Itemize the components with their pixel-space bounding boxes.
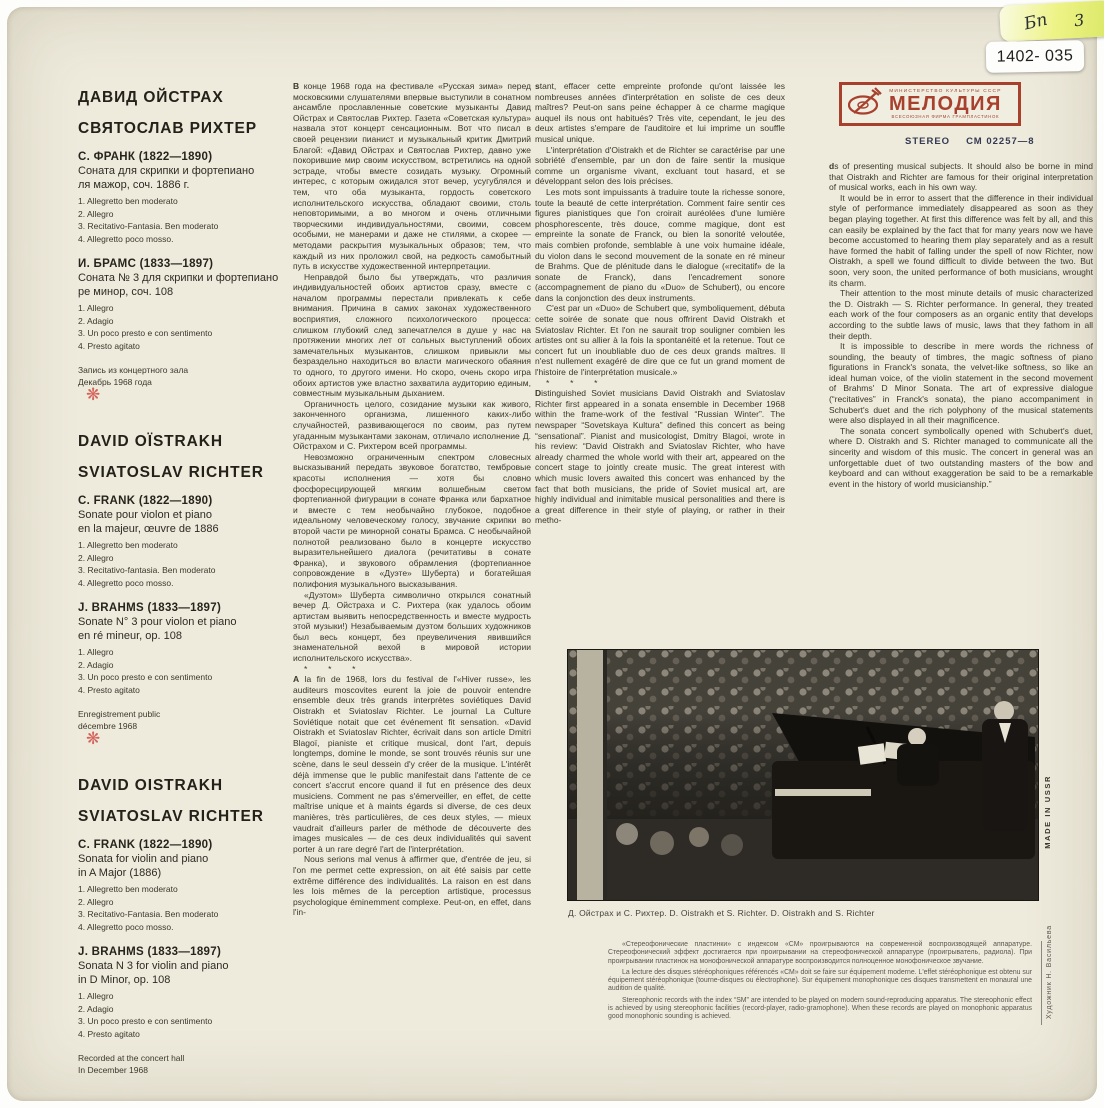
track-list [78, 883, 292, 933]
work-title: Sonate N° 3 pour violon et piano [78, 616, 237, 628]
work-title: in D Minor, op. 108 [78, 973, 171, 986]
stereo-catalog-line [905, 136, 1093, 147]
track-line: 1. Allegretto ben moderato [78, 884, 178, 894]
fine-print-russian: «Стереофонические пластинки» с индексом «СМ» проигрываются на современной воспроизводящей аппаратуре. Стереофонический эффект достигается при проигрывании на стереофонической аппаратуре (проигрыватель, радиола). При проигрывании пластинок на монофонической аппаратуре воспроизводится полноценное монофоническое звучание. [608, 941, 1032, 965]
recording-note-line: décembre 1968 [78, 721, 138, 731]
recording-note-line: Enregistrement public [78, 709, 161, 719]
flower-ornament-icon: ❋ [86, 385, 101, 404]
concert-photo [567, 649, 1039, 901]
track-line: 4. Presto agitato [78, 1028, 140, 1039]
sleeve-artist-credit: Художник Н. Васильева [1046, 925, 1053, 1020]
work-title: ля мажор, соч. 1886 г. [78, 178, 190, 191]
artist-name-1: DAVID OÏSTRAKH [78, 433, 223, 450]
track-line: 2. Adagio [78, 659, 114, 670]
english-article [829, 161, 1093, 489]
composer-heading: J. BRAHMS (1833—1897) [78, 602, 222, 614]
track-line: 2. Adagio [78, 315, 114, 326]
article-paragraph: «Дуэтом» Шуберта символично открылся сонатный вечер Д. Ойстраха и С. Рихтера (как удалось обоим артистам выявить непосредственность и вместе мудрость этой музыки!) Незабываемым дуэтом больших художников был весь концерт, без преувеличения явившийся знаменательной вехой в мировой истории исполнительского искусства». [293, 589, 531, 664]
tracklist-french [78, 433, 292, 732]
asterisk-separator: * * * [304, 663, 365, 674]
article-paragraph: L'interprétation d'Oistrakh et de Richter se caractérise par une sobriété d'ensemble, par un don de faire sentir la musique comme un organisme vivant, excluant tout hasard, et se développant selon des lois précises. [535, 144, 785, 187]
composer-heading: C. FRANK (1822—1890) [78, 495, 213, 507]
composer-heading: C. FRANK (1822—1890) [78, 839, 213, 851]
work-title: en ré mineur, op. 108 [78, 629, 182, 642]
track-list [78, 195, 292, 245]
track-line: 1. Allegretto ben moderato [78, 540, 178, 550]
work-title: en la majeur, œuvre de 1886 [78, 522, 219, 535]
article-paragraph: It would be in error to assert that the difference in their individual style of performance immediately disappeared as soon as they began playing together. At first this difference was felt by all, and this can easily be explained by the fact that for many years now we have become accustomed to hearing them play separately and as a result have formed the habit of falling under the spell of now Richter, now Oistrakh, a spell we found difficult to divide between the two. But soon, very soon, the united performance of both musicians, wrought its charm. [829, 192, 1093, 288]
tracklist-column [78, 89, 292, 1079]
firm-line: ВСЕСОЮЗНАЯ ФИРМА ГРАМПЛАСТИНОК [891, 114, 1000, 119]
composer-heading: С. ФРАНК (1822—1890) [78, 151, 213, 163]
recording-note-line: Recorded at the concert hall [78, 1053, 185, 1063]
track-line: 4. Presto agitato [78, 684, 140, 695]
composer-heading: J. BRAHMS (1833—1897) [78, 946, 222, 958]
track-line: 2. Allegro [78, 896, 114, 907]
work-brahms [78, 258, 292, 352]
track-line: 3. Un poco presto e con sentimento [78, 672, 213, 682]
melodiya-logo [839, 82, 1021, 126]
article-paragraph: Органичность целого, созидание музыки как живого, законченного организма, лишенного каких-либо случайностей, развивающегося по своим, раз путем угаданным музыкантами законам, отличало исполнение Д. Ойстрахом и С. Рихтером всей программы. [293, 398, 531, 452]
track-list [78, 302, 292, 352]
work-title: Sonate pour violon et piano [78, 509, 212, 521]
track-line: 2. Allegro [78, 208, 114, 219]
flower-ornament-icon: ❋ [86, 729, 101, 748]
article-paragraph: Les mots sont impuissants à traduire toute la richesse sonore, toute la beauté de cette interprétation. Comment faire sentir ces figures pianistiques que l'on croirait auréolées d'une lumière phosphorescente, très douce, comme magique, dont est empreinte la sonate de Franck, ou bien la sonorité veloutée, mais combien profonde, semblable à une voix humaine idéale, du violon dans le second mouvement de la sonate en ré mineur de Brahms. Que de plénitude dans le dialogue («recitatif» de la sonate de Franck), dans l'encadrement sonore (accompagnement de piano du «Duo» de Schubert), ou encore dans la conjonction des deux instruments. [535, 186, 785, 303]
brand-name: МЕЛОДИЯ [889, 93, 1002, 115]
work-franck [78, 495, 292, 589]
track-line: 4. Allegretto poco mosso. [78, 233, 174, 244]
article-paragraph: Distinguished Soviet musicians David Oistrakh and Sviatoslav Richter first appeared in a sonata ensemble in December 1968 within the frame-work of the festival “Russian Winter”. The newspaper “Sovetskaya Kultura” defined this concert as being “sensational”. Pianist and musicologist, Dmitry Blagoi, wrote in his review: “David Oistrakh and Sviatoslav Richter, who have already charmed the whole world with their art, appeared on the concert stage to jointly create music. The great interest with which music lovers awaited this concert was enhanced by the fact that both musicians, the pride of Soviet musical art, are highly individual and inimitable musical personalities and there is a great difference in their style of playing, or rather in their metho- [535, 388, 785, 526]
work-brahms [78, 602, 292, 696]
track-line: 3. Un poco presto e con sentimento [78, 328, 213, 338]
fine-print-french: La lecture des disques stéréophoniques référencés «СМ» doit se faire sur équipement moderne. L'effet stéréophonique est obtenu sur équipement stéréophonique (tourne-disques ou électrophone). Sur équipement monophonique ces disques transmettent en monaural une audition de qualité. [608, 968, 1032, 993]
track-line: 3. Recitativo-Fantasia. Ben moderato [78, 221, 219, 231]
work-title: ре минор, соч. 108 [78, 285, 174, 298]
stereo-label: STEREO [905, 136, 951, 147]
tracklist-russian [78, 89, 292, 388]
article-paragraph: A la fin de 1968, lors du festival de l'«Hiver russe», les auditeurs moscovites eurent la joie de pouvoir entendre ensemble deux très grands interprètes soviétiques David Oistrakh et Sviatoslav Richter. Le journal La Culture Soviétique notait que cet événement fit sensation. «David Oistrakh et Sviatoslav Richter, écrivait dans son article Dmitri Blagoï, pianiste et critique musical, dont l'art, depuis longtemps, domine le monde, se sont trouvés réunis sur une scène, dans le seul dessein d'y créer de la musique. L'intérêt déjà immense que le public manifestait dans l'attente de ce concert s'accrut encore quand il fut en présence des deux musiciens. Comment ne pas s'émerveiller, en effet, de cette maîtrise unique et à maints égards si diverse, de ces deux manières, très particulières, de ces deux styles, — mieux vaudrait d'ailleurs parler de méthode de découverte des images musicales — de ces deux individualités qui savent porter à un rare degré l'art de l'interprétation. [293, 674, 531, 854]
article-paragraph: Неправдой было бы утверждать, что различия индивидуальностей обоих артистов сразу, вместе с началом программы перестали привлекать к себе внимания. Причина в самих законах художественного восприятия, сложного психологического процесса: слишком глубокий след запечатлелся в душе у нас на протяжении многих лет от сольных выступлений обоих замечательных музыкантов, слишком привыкли мы безраздельно находиться во власти магического обаяния то одного, то другого имени. Но скоро, очень скоро игра обоих артистов уже властно захватила аудиторию единым, совместным музыкальным дыханием. [293, 271, 531, 399]
track-line: 3. Recitativo-Fantasia. Ben moderato [78, 909, 219, 919]
ministry-line: МИНИСТЕРСТВО КУЛЬТУРЫ СССР [889, 89, 1002, 94]
work-brahms [78, 946, 292, 1040]
article-paragraph: ds of presenting musical subjects. It should also be borne in mind that Oistrakh and Richter are famous for their original interpretation of musical works, each in his own way. [829, 161, 1093, 193]
sleeve-back [7, 7, 1097, 1101]
artist-name-1: DAVID OISTRAKH [78, 777, 223, 794]
photo-caption: Д. Ойстрах и С. Рихтер. D. Oistrakh et S. Richter. D. Oistrakh and S. Richter [568, 908, 875, 918]
melodiya-record-tuning-fork-icon [848, 87, 884, 122]
track-list [78, 646, 292, 696]
artist-name-2: SVIATOSLAV RICHTER [78, 808, 264, 825]
track-line: 3. Un poco presto e con sentimento [78, 1016, 213, 1026]
track-list [78, 539, 292, 589]
track-line: 1. Allegretto ben moderato [78, 196, 178, 206]
track-list [78, 990, 292, 1040]
handwritten-mark: Бп [1021, 9, 1050, 35]
fine-print-english: Stereophonic records with the index “SM” are intended to be played on modern sound-reproducing apparatus. The stereophonic effect is achieved by using stereophonic facilities (record-player, radio-gramophone). When these records are played on monophonic apparatus good monophonic sounding is achieved. [608, 996, 1032, 1021]
artist-name-2: SVIATOSLAV RICHTER [78, 464, 264, 481]
track-line: 4. Allegretto poco mosso. [78, 577, 174, 588]
article-paragraph: В конце 1968 года на фестивале «Русская зима» перед московскими слушателями впервые выступили в сонатном ансамбле прославленные советские музыканты Давид Ойстрах и Святослав Рихтер. Газета «Советская культура» назвала этот концерт сенсационным. Вот что писал в своей рецензии пианист и музыкальный критик Дмитрий Благой: «Давид Ойстрах и Святослав Рихтер, давно уже покорившие мир своим искусством, встретились на одной эстраде, чтобы вместе созидать музыку. Огромный интерес, с которым ожидался этот вечер, усугублялся и тем, что оба музыканта, гордость советского исполнительского искусства, обладают своими, столь неповторимыми, а во многом и очень отличными творческими индивидуальностями, своими, совсем особыми, не манерами и даже не стилями, а скорее — методами раскрытия музыкальных образов; тем, что каждый из них проложил свой, на редкость самобытный путь в искусстве художественной интерпретации. [293, 81, 531, 272]
article-paragraph: The sonata concert symbolically opened with Schubert's duet, where D. Oistrakh and S. Richter managed to communicate all the sincerity and wisdom of this music. The concert in general was an unforgettable duet of two outstanding masters of the bow and keyboard and can without exaggeration be said to be a remarkable event in the history of world musicianship.” [829, 425, 1093, 489]
work-title: Sonata N 3 for violin and piano [78, 960, 229, 972]
work-title: Соната для скрипки и фортепиано [78, 165, 255, 177]
artist-name-2: СВЯТОСЛАВ РИХТЕР [78, 120, 258, 137]
artist-name-1: ДАВИД ОЙСТРАХ [78, 89, 224, 106]
tracklist-english [78, 777, 292, 1076]
track-line: 4. Presto agitato [78, 340, 140, 351]
asterisk-separator: * * * [546, 377, 607, 388]
track-line: 3. Recitativo-fantasia. Ben moderato [78, 565, 216, 575]
track-line: 2. Adagio [78, 1003, 114, 1014]
work-title: Sonata for violin and piano [78, 853, 209, 865]
track-line: 1. Allegro [78, 303, 114, 313]
melodiya-logo-text [889, 89, 1002, 119]
track-line: 2. Allegro [78, 552, 114, 563]
label-and-english-column [829, 73, 1093, 489]
article-paragraph: Невозможно ограниченным спектром словесных высказываний передать звуковое богатство, тембровые красоты исполнения — хотя бы словно фосфоресцирующей мягким волшебным светом фортепианной фигурации в сонате Франка или бархатное и вместе с тем необычайно глубокое, подобное идеальному человеческому голосу, звучание скрипки во второй части ре минорной сонаты Брамса. С необычайной полнотой реализовано было в концерте искусство выразительнейшего диалога (речитативы в сонате Франка), и звукового обрамления (фортепианное сопровождение в «Дуэте» Шуберта) и богатейшая полифония музыкального высказывания. [293, 451, 531, 589]
catalog-number-sticker: 1402- 035 [986, 40, 1085, 73]
recording-note-line: In December 1968 [78, 1065, 148, 1075]
composer-heading: И. БРАМС (1833—1897) [78, 258, 214, 270]
recording-note-line: Запись из концертного зала [78, 365, 189, 375]
article-paragraph: Nous serions mal venus à affirmer que, d'entrée de jeu, si l'on me permet cette expression, on ait été saisis par cette extrême différence des individualités. La raison en est dans les lois mêmes de la perception artistique, processus psychologique éminemment complexe. Peut-on, en effet, dans l'in- [293, 854, 531, 918]
article-column-russian [293, 81, 531, 918]
article-paragraph: Their attention to the most minute details of music characterized the D. Oistrakh — S. Richter performance. In general, they treated each work of the four composers as an organic entity that develops according to the subtle laws of music, laws that they fathom in all their depth. [829, 288, 1093, 341]
article-paragraph: It is impossible to describe in mere words the richness of sounding, the beauty of timbres, the magic softness of piano figurations in Franck's sonata, the velvet-like softness, so like an ideal human voice, of the violin statement in the second movement of Brahms' D Minor Sonata. The art of expressive dialogue (“recitatives” in Franck's sonata), the piano accompaniment in Schubert's duet and the rich polyphony of the musical statements were also displayed in all their magnificence. [829, 341, 1093, 426]
work-title: Соната № 3 для скрипки и фортепиано [78, 272, 279, 284]
work-title: in A Major (1886) [78, 866, 162, 879]
article-paragraph: stant, effacer cette empreinte profonde qu'ont laissée les nombreuses années d'interprétation en soliste de ces deux maîtres? Peut-on sans peine échapper à ce charme magique auquel ils nous ont habitués? Très vite, cependant, le jeu des deux artistes s'empare de l'auditoire et lui imprime un souffle musical unique. [535, 81, 785, 144]
work-franck [78, 839, 292, 933]
track-line: 1. Allegro [78, 647, 114, 657]
made-in-ussr-text: MADE IN USSR [1043, 775, 1052, 849]
track-line: 4. Allegretto poco mosso. [78, 921, 174, 932]
work-franck [78, 151, 292, 245]
article-paragraph: C'est par un «Duo» de Schubert que, symboliquement, débuta cette soirée de sonate que nous offrirent David Oistrakh et Sviatoslav Richter. Et l'on ne saurait trop souligner combien les artistes ont su allier à la fois la spontanéité et la retenue. Tout ce concert fut un inoubliable duo de ces deux grands maîtres. Il n'est nullement exagéré de dire que ce fut un grand moment de l'histoire de l'interprétation musicale.» [535, 303, 785, 378]
recording-note [78, 364, 292, 388]
handwritten-number: 3 [1073, 9, 1086, 30]
recording-note [78, 708, 292, 732]
catalog-number: СМ 02257—8 [966, 136, 1035, 147]
recording-note-line: Декабрь 1968 года [78, 377, 152, 387]
handwritten-sticker [999, 0, 1104, 42]
track-line: 1. Allegro [78, 991, 114, 1001]
recording-note [78, 1052, 292, 1076]
article-column-french [535, 81, 785, 526]
stereo-fine-print [608, 941, 1042, 1025]
